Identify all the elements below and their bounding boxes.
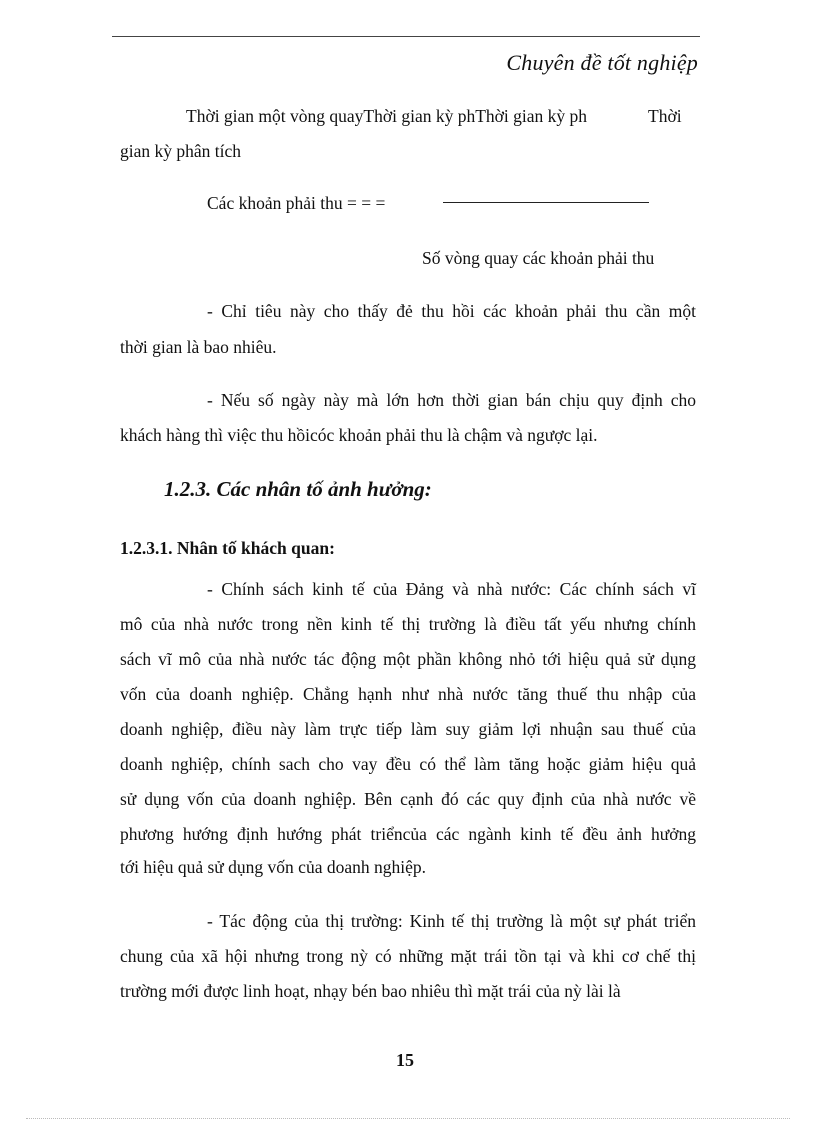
note-1-continuation: thời gian là bao nhiêu.: [120, 337, 277, 357]
paragraph-1-line-6: doanh nghiệp, chính sach cho vay đều có thể làm tăng hoặc giảm hiệu quả: [120, 754, 696, 774]
page-number: 15: [396, 1050, 414, 1070]
formula-numerator: Các khoản phải thu = = =: [207, 193, 386, 213]
formula-line-2: gian kỳ phân tích: [120, 141, 242, 161]
formula-line-1-tail: Thời: [648, 106, 682, 126]
note-2-first-line: - Nếu số ngày này mà lớn hơn thời gian bán chịu quy định cho: [207, 390, 696, 410]
paragraph-1-line-7: sử dụng vốn của doanh nghiệp. Bên cạnh đó các quy định của nhà nước về: [120, 789, 696, 809]
paragraph-2-last-line: trường mới được linh hoạt, nhạy bén bao nhiêu thì mặt trái của nỳ lài là: [120, 981, 621, 1001]
formula-fraction-bar: [443, 202, 649, 203]
section-heading: 1.2.3. Các nhân tố ảnh hưởng:: [164, 477, 432, 501]
paragraph-1-line-5: doanh nghiệp, điều này làm trực tiếp làm suy giảm lợi nhuận sau thuế của: [120, 719, 696, 739]
formula-line-1: Thời gian một vòng quayThời gian kỳ phThời gian kỳ ph: [186, 106, 588, 126]
paragraph-1-line-1: - Chính sách kinh tế của Đảng và nhà nước: Các chính sách vĩ: [207, 579, 696, 599]
paragraph-1-line-2: mô của nhà nước trong nền kinh tế thị trường là điều tất yếu nhưng chính: [120, 614, 696, 634]
paragraph-1-last-line: tới hiệu quả sử dụng vốn của doanh nghiệp.: [120, 857, 426, 877]
formula-denominator: Số vòng quay các khoản phải thu: [422, 248, 655, 268]
paragraph-2-line-2: chung của xã hội nhưng trong nỳ có những mặt trái tồn tại và khi cơ chế thị: [120, 946, 696, 966]
subsection-heading: 1.2.3.1. Nhân tố khách quan:: [120, 538, 335, 558]
footer-dotted-rule: [26, 1118, 790, 1119]
note-2-continuation: khách hàng thì việc thu hồicóc khoản phải thu là chậm và ngược lại.: [120, 425, 598, 445]
paragraph-2-line-1: - Tác động của thị trường: Kinh tế thị trường là một sự phát triển: [207, 911, 696, 931]
paragraph-1-line-4: vốn của doanh nghiệp. Chẳng hạnh như nhà nước tăng thuế thu nhập của: [120, 684, 696, 704]
note-1-first-line: - Chỉ tiêu này cho thấy đẻ thu hồi các khoản phải thu cần một: [207, 301, 696, 321]
paragraph-1-line-3: sách vĩ mô của nhà nước tác động một phần không nhỏ tới hiệu quả sử dụng: [120, 649, 696, 669]
header-title: Chuyên đề tốt nghiệp: [506, 50, 698, 75]
header-rule: [112, 36, 700, 37]
paragraph-1-line-8: phương hướng định hướng phát triểncủa các ngành kinh tế đều ảnh hưởng: [120, 824, 696, 844]
